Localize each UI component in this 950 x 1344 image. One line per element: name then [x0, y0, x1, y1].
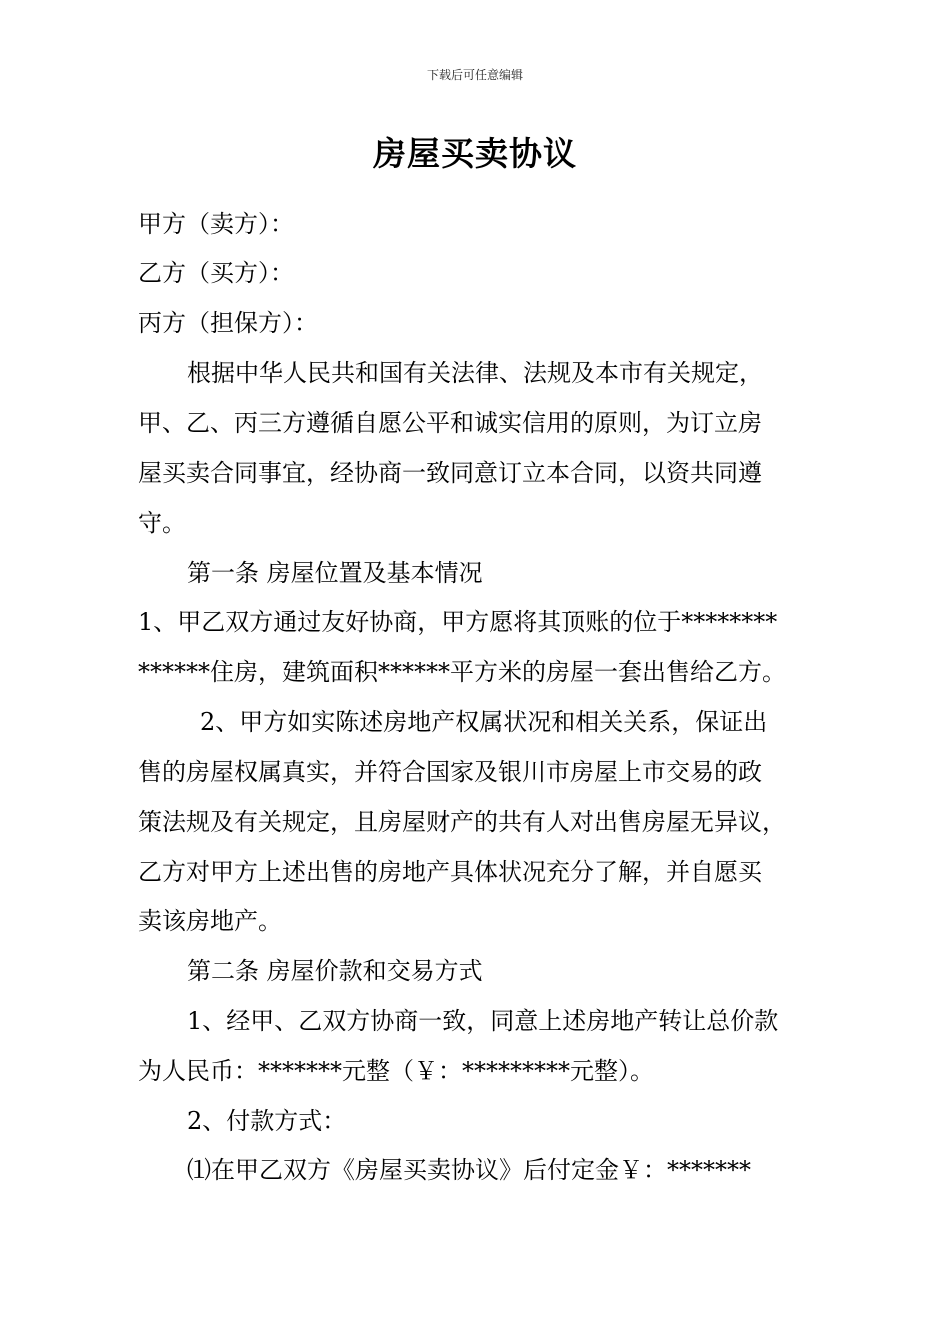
- paragraph-line: 1、经甲、乙双方协商一致，同意上述房地产转让总价款: [187, 1007, 779, 1035]
- section-heading: 第二条 房屋价款和交易方式: [187, 957, 483, 985]
- party-c-line: 丙方（担保方）：: [138, 309, 318, 337]
- paragraph-line: 卖该房地产。: [138, 907, 282, 935]
- paragraph-line: 守。: [138, 509, 186, 537]
- header-note: 下载后可任意编辑: [426, 68, 523, 82]
- paragraph-line: 2、甲方如实陈述房地产权属状况和相关关系，保证出: [200, 708, 768, 736]
- paragraph-line: 1、甲乙双方通过友好协商，甲方愿将其顶账的位于********: [138, 608, 778, 636]
- paragraph-line: 策法规及有关规定，且房屋财产的共有人对出售房屋无异议，: [138, 808, 786, 836]
- document-title: 房屋买卖协议: [373, 134, 577, 173]
- paragraph-line: ******住房，建筑面积******平方米的房屋一套出售给乙方。: [138, 658, 786, 686]
- party-a-line: 甲方（卖方）：: [138, 210, 294, 238]
- paragraph-line: ⑴在甲乙双方《房屋买卖协议》后付定金￥：*******: [187, 1156, 751, 1184]
- paragraph-line: 售的房屋权属真实，并符合国家及银川市房屋上市交易的政: [138, 758, 762, 786]
- paragraph-line: 2、付款方式：: [187, 1107, 347, 1135]
- paragraph-line: 为人民币：*******元整（￥：*********元整）。: [138, 1057, 654, 1085]
- paragraph-line: 屋买卖合同事宜，经协商一致同意订立本合同，以资共同遵: [138, 459, 762, 487]
- paragraph-line: 根据中华人民共和国有关法律、法规及本市有关规定，: [187, 359, 763, 387]
- party-b-line: 乙方（买方）：: [138, 259, 294, 287]
- paragraph-line: 乙方对甲方上述出售的房地产具体状况充分了解，并自愿买: [138, 858, 762, 886]
- section-heading: 第一条 房屋位置及基本情况: [187, 559, 483, 587]
- paragraph-line: 甲、乙、丙三方遵循自愿公平和诚实信用的原则，为订立房: [138, 409, 762, 437]
